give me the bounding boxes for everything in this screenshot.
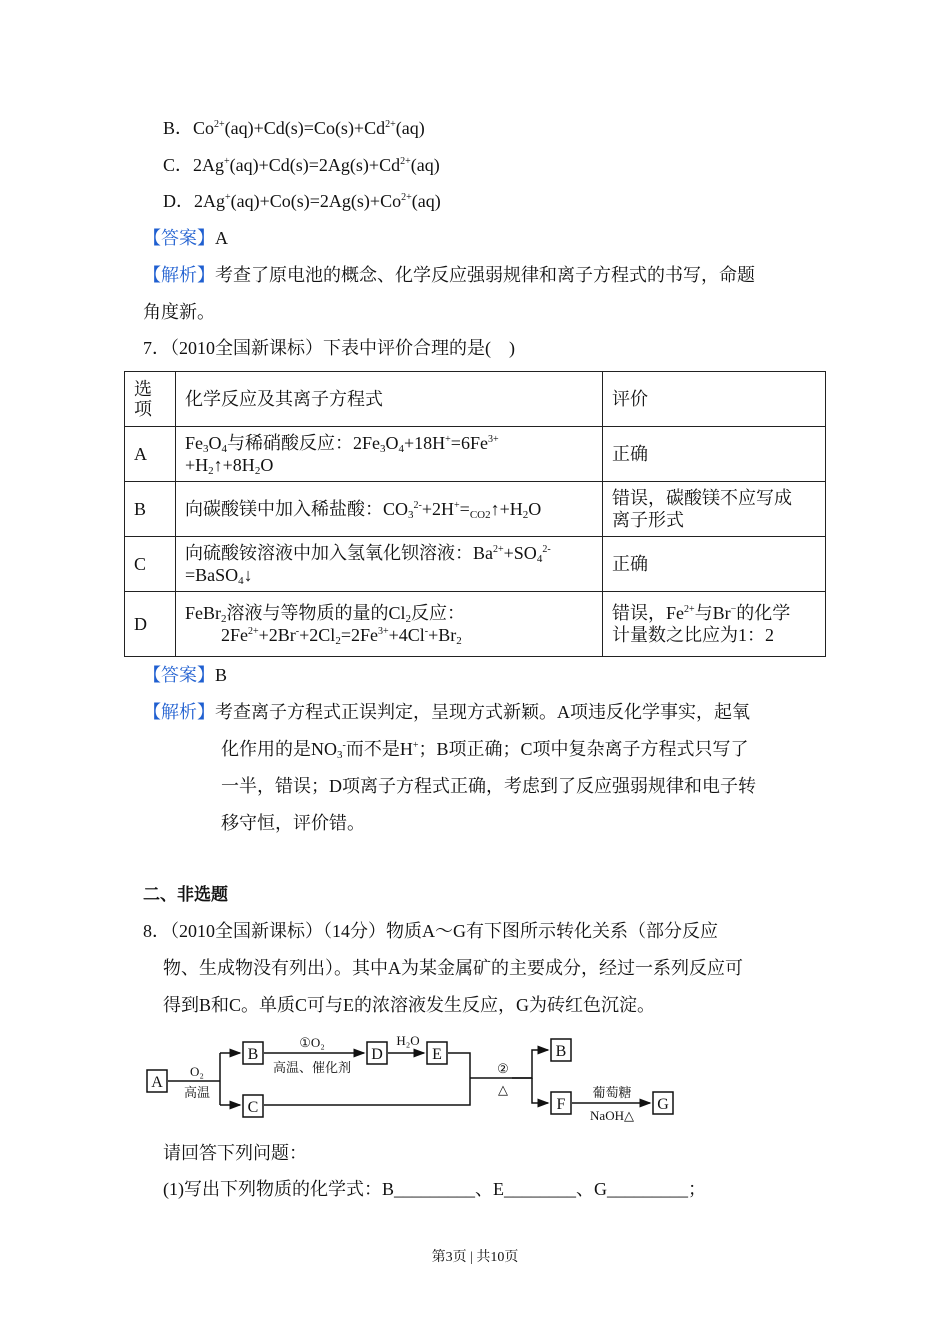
row-evaluation: 错误，$Fe^{2+}$与Br−的化学 计量数之比应为1：2 (603, 592, 826, 657)
analysis-text: 一半，错误；D项离子方程式正确，考虑到了反应强弱规律和电子转 (221, 776, 756, 796)
label-high-temp: 高温 (183, 1085, 211, 1100)
label-h2o: H₂O (396, 1033, 420, 1048)
evaluation-table (124, 371, 826, 657)
answer-label: 【答案】 (143, 665, 215, 685)
q6-analysis (143, 264, 755, 286)
answer-label: 【答案】 (143, 228, 215, 248)
node-b-product: B (555, 1043, 567, 1060)
row-option: C (125, 537, 176, 592)
question-7-title: 7．（2010全国新课标）下表中评价合理的是( ) (143, 338, 515, 358)
sub-question-1: (1)写出下列物质的化学式：B_________、E________、G_________； (163, 1179, 706, 1199)
row-evaluation: 正确 (603, 427, 826, 482)
q6-answer (143, 227, 228, 249)
label-step1: ①O₂ (299, 1035, 325, 1050)
table-row (125, 427, 826, 482)
label-glucose: 葡萄糖 (592, 1085, 632, 1100)
analysis-label: 【解析】 (143, 265, 215, 285)
option-b: B．$Co^{2+}(aq)+Cd(s)=Co(s)+Cd^{2+}(aq)$ (163, 118, 425, 138)
label-step2: ② (497, 1061, 509, 1076)
question-8-text: 得到B和C。单质C可与E的浓溶液发生反应，G为砖红色沉淀。 (163, 995, 656, 1015)
node-c: C (247, 1099, 259, 1116)
node-g: G (657, 1096, 669, 1113)
q7-answer (143, 664, 227, 686)
label-naoh: NaOH△ (590, 1108, 634, 1123)
row-evaluation: 正确 (603, 537, 826, 592)
node-e: E (432, 1046, 442, 1063)
table-row (125, 592, 826, 657)
row-equation: 向硫酸铵溶液中加入氢氧化钡溶液：$Ba^{2+}+SO_4^{2-}$ =BaSO$_4$↓ (176, 537, 603, 592)
row-evaluation: 错误，碳酸镁不应写成 离子形式 (603, 482, 826, 537)
analysis-text: 化作用的是$NO_3^-$而不是H+；B项正确；C项中复杂离子方程式只写了 (221, 739, 749, 761)
node-d: D (371, 1046, 383, 1063)
conversion-diagram (140, 1025, 690, 1125)
row-equation: FeBr$_2$溶液与等物质的量的$Cl_2$反应： $2Fe^{2+}+2Br^-+2Cl_2=2Fe^{3+}+4Cl^-+Br_2$ (176, 592, 603, 657)
question-8-text: 物、生成物没有列出）。其中A为某金属矿的主要成分，经过一系列反应可 (163, 958, 743, 978)
row-equation: $Fe_3O_4$与稀硝酸反应：$2Fe_3O_4+18H^+=6Fe^{3+}$ $+H_2↑+8H_2O$ (176, 427, 603, 482)
label-o2: O₂ (190, 1064, 204, 1079)
page-footer: 第3页 | 共10页 (431, 1250, 519, 1265)
row-option: A (125, 427, 176, 482)
node-b: B (247, 1046, 259, 1063)
table-header-row (125, 372, 826, 427)
analysis-text: 考查离子方程式正误判定，呈现方式新颖。A项违反化学事实，起氧 (215, 702, 750, 722)
question-8-text: 8．（2010全国新课标）（14分）物质A～G有下图所示转化关系（部分反应 (143, 921, 718, 941)
header-option: 选项 (125, 372, 176, 427)
option-c: C．$2Ag^+(aq)+Cd(s)=2Ag(s)+Cd^{2+}(aq)$ (163, 155, 440, 175)
label-step1-condition: 高温、催化剂 (272, 1060, 352, 1075)
node-f: F (556, 1096, 566, 1113)
label-heat: △ (498, 1082, 508, 1097)
answer-value: B (215, 665, 228, 685)
analysis-text: 角度新。 (143, 302, 215, 322)
analysis-text: 移守恒，评价错。 (221, 813, 365, 833)
analysis-label: 【解析】 (143, 702, 215, 722)
row-equation: 向碳酸镁中加入稀盐酸：$CO_3^{2-}+2H^+=_{CO2}↑+H_2O$ (176, 482, 603, 537)
q7-analysis (143, 701, 750, 723)
row-option: D (125, 592, 176, 657)
header-evaluation: 评价 (603, 372, 826, 427)
node-a: A (151, 1074, 163, 1091)
row-option: B (125, 482, 176, 537)
answer-value: A (215, 228, 228, 248)
question-prompt: 请回答下列问题： (163, 1143, 307, 1163)
table-row (125, 482, 826, 537)
option-d: D．$2Ag^+(aq)+Co(s)=2Ag(s)+Co^{2+}(aq)$ (163, 191, 441, 211)
section-title: 二、非选题 (143, 885, 228, 904)
analysis-text: 考查了原电池的概念、化学反应强弱规律和离子方程式的书写，命题 (215, 265, 755, 285)
header-equation: 化学反应及其离子方程式 (176, 372, 603, 427)
table-row (125, 537, 826, 592)
